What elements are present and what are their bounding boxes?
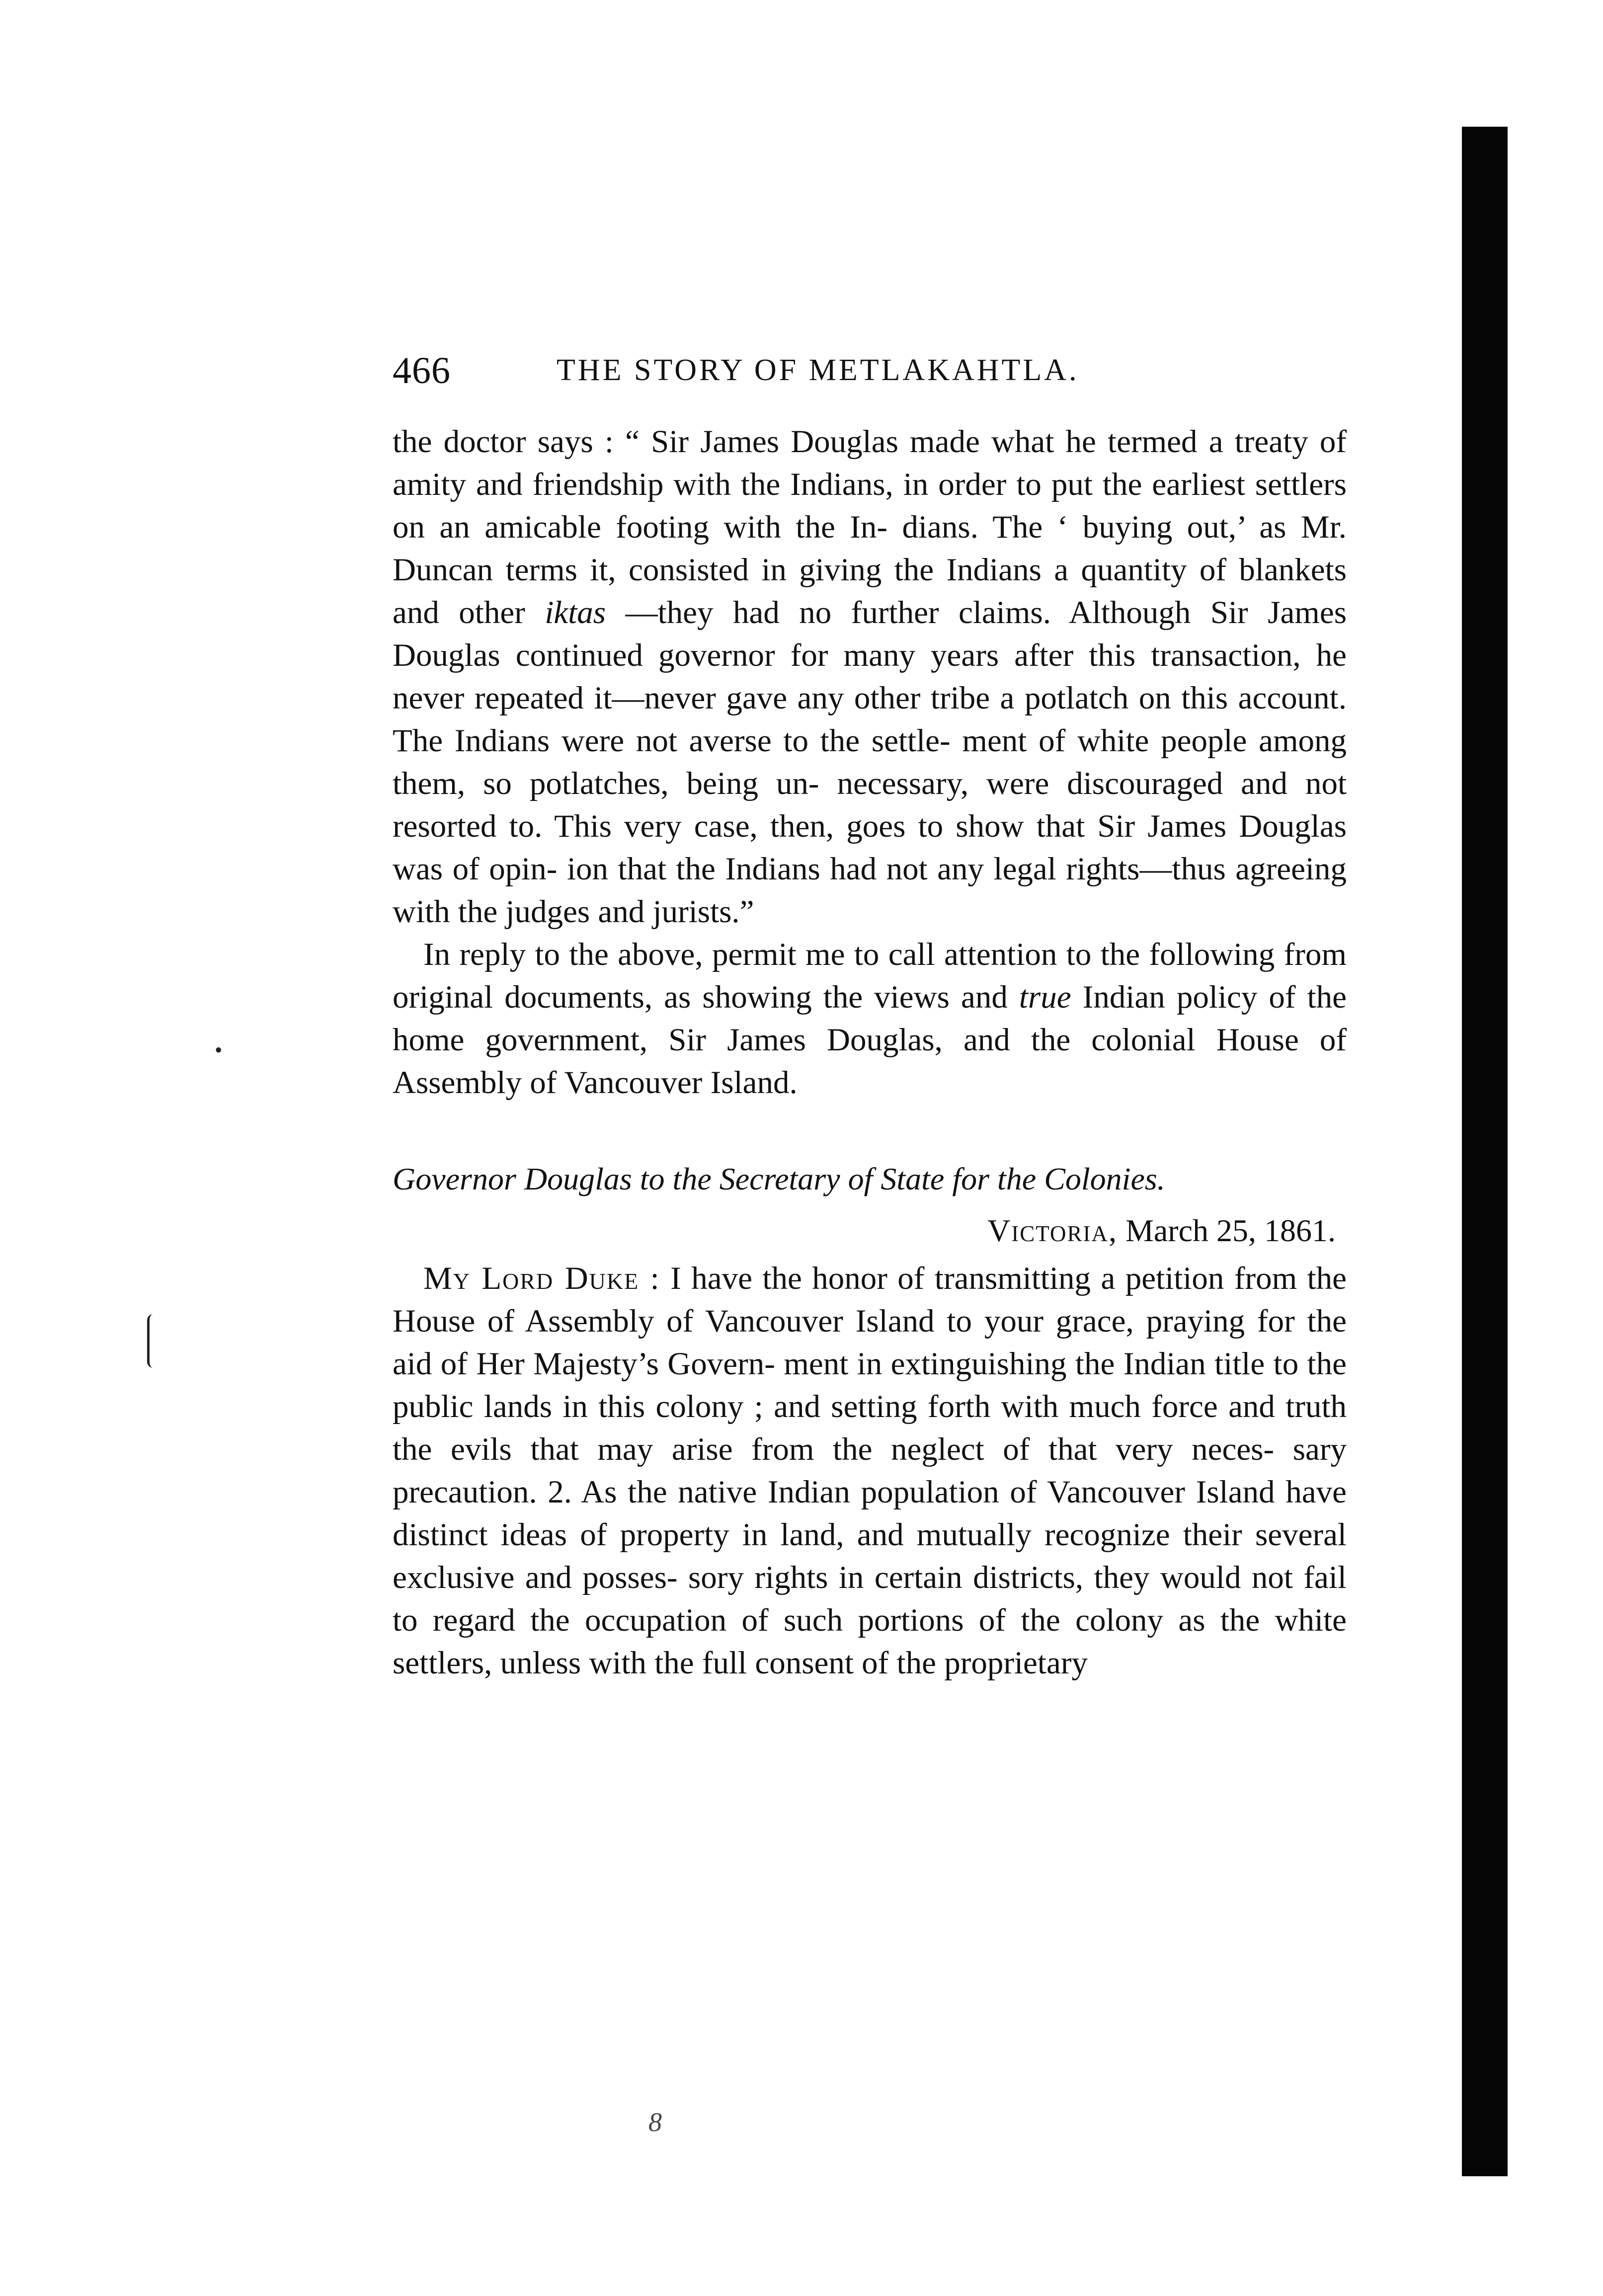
reply-paragraph xyxy=(393,933,1347,1104)
text-line: and xyxy=(961,979,1008,1015)
margin-bracket-mark xyxy=(147,1314,157,1368)
text-line: Douglas, and the colonial House of Assembly of Vancouver xyxy=(393,1022,1347,1101)
text-line: continued governor for many years after this transaction, he xyxy=(515,637,1347,673)
letter-salutation: My Lord Duke : xyxy=(423,1261,660,1296)
text-line: sary precaution. 2. As the native Indian population of xyxy=(393,1431,1347,1510)
running-title: THE STORY OF METLAKAHTLA. xyxy=(557,353,1079,387)
text-line: put the earliest settlers on an amicable footing with the In- xyxy=(393,467,1347,545)
text-line: your grace, praying for the aid of Her Majesty’s Govern- xyxy=(393,1303,1347,1382)
text-line: never repeated it—never gave any other tribe a potlatch on xyxy=(393,680,1171,716)
page-number: 466 xyxy=(393,350,451,392)
text-line: sory rights in certain districts, they would not fail to regard xyxy=(393,1560,1347,1638)
letter-dateline xyxy=(393,1209,1347,1252)
italic-term: true xyxy=(1019,979,1071,1015)
text-line: ment in extinguishing the Indian title to the public lands in xyxy=(393,1346,1347,1425)
text-line: the occupation of such portions of the colony as the white xyxy=(530,1602,1347,1638)
letter-body xyxy=(393,1257,1347,1684)
text-line: I have the honor of transmitting a xyxy=(670,1261,1116,1296)
book-page xyxy=(393,348,1347,1684)
text-line: this account. The Indians were not averse to the settle- xyxy=(393,680,1347,759)
text-line: dians. The ‘ buying out,’ as Mr. Duncan terms it, consisted xyxy=(393,509,1347,588)
letter-heading: Governor Douglas to the Secretary of State for the Colonies. xyxy=(393,1161,1165,1196)
dateline-place: Victoria, xyxy=(987,1213,1118,1248)
text-line: the doctor says : “ Sir James Douglas made what he termed xyxy=(393,424,1198,460)
text-line: with the judges and jurists.” xyxy=(393,894,754,930)
letter-paragraph xyxy=(393,1257,1347,1684)
text-line: the evils that may arise from the neglect of that very neces- xyxy=(393,1431,1275,1467)
text-line: necessary, were discouraged and not resorted to. This very xyxy=(393,766,1347,844)
text-line: this colony ; and setting forth with much force and truth xyxy=(598,1389,1347,1425)
text-line: ion that the Indians had not any legal rights—thus agreeing xyxy=(566,851,1347,887)
text-line: —they had no further claims. Although Sir James Douglas xyxy=(393,595,1347,673)
text-line: In reply to the above, permit me to call attention to the xyxy=(423,937,1140,972)
main-text xyxy=(393,420,1347,1104)
footer-mark: 8 xyxy=(648,2107,662,2137)
text-line: in giving the Indians a quantity of blankets and other xyxy=(393,552,1347,631)
dateline-date: March 25, 1861. xyxy=(1125,1213,1336,1248)
text-line: petition from the House of Assembly of Vancouver Island to xyxy=(393,1261,1347,1339)
text-line: following from original documents, as showing the views xyxy=(393,937,1347,1015)
text-line: Vancouver Island have distinct ideas of property in land, xyxy=(393,1474,1347,1553)
text-line: settlers, unless with the full consent of the proprietary xyxy=(393,1645,1088,1681)
italic-term: iktas xyxy=(545,595,606,631)
scan-edge-bar xyxy=(1462,127,1508,2176)
text-line: ment of white people among them, so potlatches, being un- xyxy=(393,723,1347,801)
text-line: Indian policy of the home government, Sir James xyxy=(393,979,1347,1058)
text-line: Island. xyxy=(710,1065,798,1101)
margin-dot-mark: • xyxy=(215,1038,223,1062)
quoted-paragraph xyxy=(393,420,1347,933)
text-line: a treaty of amity and friendship with the Indians, in order to xyxy=(393,424,1347,502)
text-line: and mutually recognize their several exclusive and posses- xyxy=(393,1517,1347,1595)
text-line: case, then, goes to show that Sir James Douglas was of opin- xyxy=(393,808,1347,887)
running-head xyxy=(393,348,1347,402)
